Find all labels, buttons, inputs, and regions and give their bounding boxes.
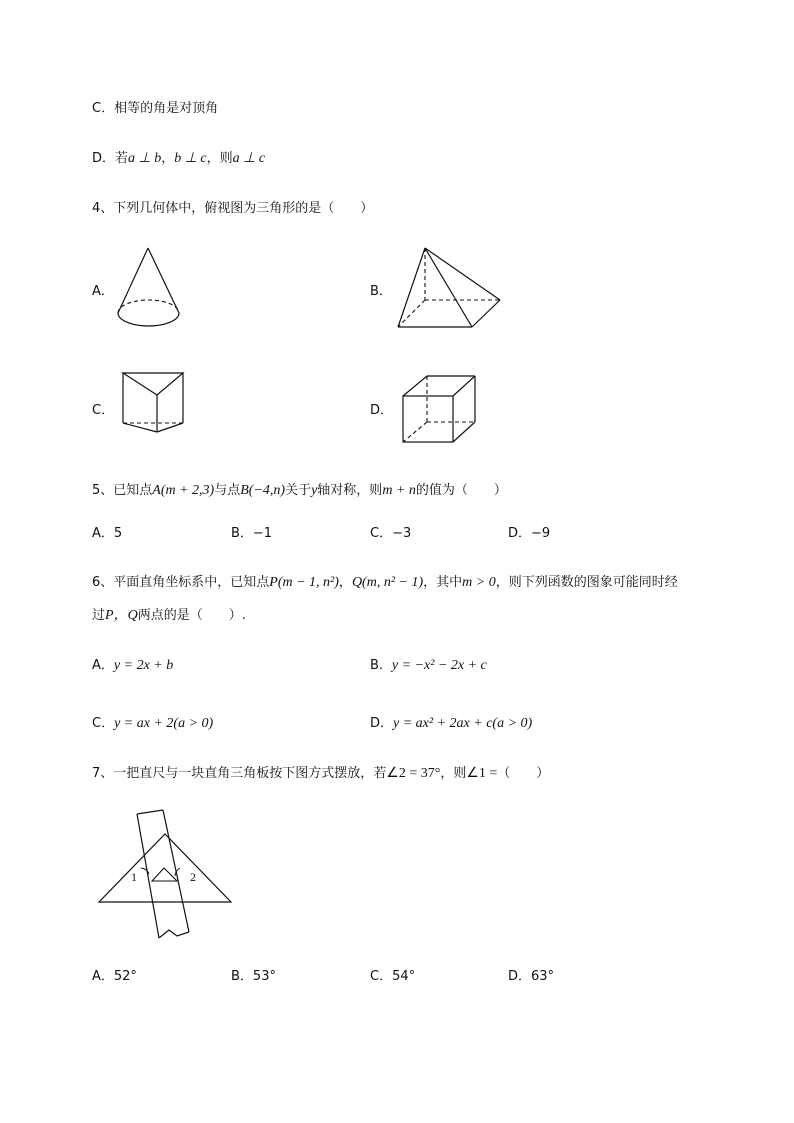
q6-condition: m > 0	[462, 575, 496, 590]
q6-line2-prefix: 过	[92, 608, 106, 623]
q4-label-c: C．	[92, 403, 115, 418]
cube-figure	[395, 368, 485, 448]
pyramid-figure	[390, 242, 510, 337]
ruler-top-edge	[137, 810, 163, 814]
q4-label-d: D．	[370, 403, 394, 418]
q4-label-b: B．	[370, 284, 392, 299]
triangle-board-shape	[99, 834, 231, 902]
q5-option-c: C．−3	[370, 526, 412, 541]
q7-stem	[92, 765, 549, 783]
q6-option-d-expr: y = ax² + 2ax + c(a > 0)	[393, 716, 533, 731]
triangle-hole-shape	[152, 868, 177, 881]
cone-figure	[110, 245, 190, 335]
q7-given: ∠2 = 37°	[386, 766, 441, 781]
q6-option-a-label: A．	[92, 658, 114, 673]
q5-stem-mid2: 关于	[285, 483, 312, 498]
q6-option-a	[92, 657, 173, 675]
q6-option-b-expr: y = −x² − 2x + c	[391, 658, 487, 673]
q6-line2-suffix: 两点的是（ ）.	[137, 608, 246, 623]
q5-stem-suffix: 的值为（ ）	[415, 483, 507, 498]
q3-option-d-mid2: ，则	[206, 151, 233, 166]
q5-point-b: B(−4,n)	[240, 483, 286, 498]
q5-option-a: A．5	[92, 526, 123, 541]
q6-stem-line1	[92, 574, 678, 592]
q4-stem: 4、下列几何体中，俯视图为三角形的是（ ）	[92, 201, 374, 216]
q6-option-c-expr: y = ax + 2(a > 0)	[114, 716, 214, 731]
q7-option-b: B．53°	[231, 969, 276, 984]
q6-stem-mid: ，其中	[423, 575, 463, 590]
q3-option-c: C．相等的角是对顶角	[92, 101, 219, 116]
q6-option-d	[370, 715, 532, 733]
q3-option-d-math1: a ⊥ b	[128, 151, 162, 166]
q6-point-q: Q(m, n² − 1)	[351, 575, 424, 590]
q6-stem-suffix: ，则下列函数的图象可能同时经	[495, 575, 678, 590]
q7-option-d: D．63°	[508, 969, 555, 984]
q4-label-a: A．	[92, 284, 114, 299]
prism-figure	[115, 365, 195, 440]
q6-option-d-label: D．	[370, 716, 394, 731]
q3-option-d-mid: ，	[161, 151, 175, 166]
q6-stem-line2	[92, 607, 246, 625]
q3-option-d-math2: b ⊥ c	[174, 151, 207, 166]
q7-option-c: C．54°	[370, 969, 416, 984]
q5-expr: m + n	[382, 483, 416, 498]
q5-stem-mid3: 轴对称，则	[317, 483, 383, 498]
q6-option-b	[370, 657, 487, 675]
q5-stem	[92, 482, 507, 500]
q5-option-b: B．−1	[231, 526, 273, 541]
q5-stem-prefix: 5、已知点	[92, 483, 153, 498]
q6-option-c	[92, 715, 213, 733]
q6-option-a-expr: y = 2x + b	[113, 658, 174, 673]
ruler-broken-end	[159, 930, 189, 938]
q5-point-a: A(m + 2,3)	[152, 483, 215, 498]
q7-stem-suffix: （ ）	[497, 766, 550, 781]
angle-1-label: 1	[131, 870, 137, 884]
ruler-triangle-figure	[95, 808, 240, 948]
q7-stem-prefix: 7、一把直尺与一块直角三角板按下图方式摆放，若	[92, 766, 387, 781]
q6-stem-prefix: 6、平面直角坐标系中，已知点	[92, 575, 270, 590]
q5-axis: y	[311, 483, 318, 498]
q6-option-c-label: C．	[92, 716, 115, 731]
q3-option-d	[92, 150, 265, 168]
q7-option-a: A．52°	[92, 969, 137, 984]
q3-option-d-prefix: D．若	[92, 151, 129, 166]
q6-option-b-label: B．	[370, 658, 392, 673]
angle-2-label: 2	[190, 870, 196, 884]
q6-line2-points: P，Q	[105, 608, 138, 623]
q7-stem-mid: ，则	[440, 766, 467, 781]
q6-sep: ，	[338, 575, 352, 590]
q5-option-d: D．−9	[508, 526, 551, 541]
ruler-left-edge	[137, 814, 159, 938]
q5-stem-mid: 与点	[214, 483, 241, 498]
q7-ask: ∠1 =	[466, 766, 498, 781]
q3-option-d-math3: a ⊥ c	[232, 151, 266, 166]
q6-point-p: P(m − 1, n²)	[269, 575, 339, 590]
